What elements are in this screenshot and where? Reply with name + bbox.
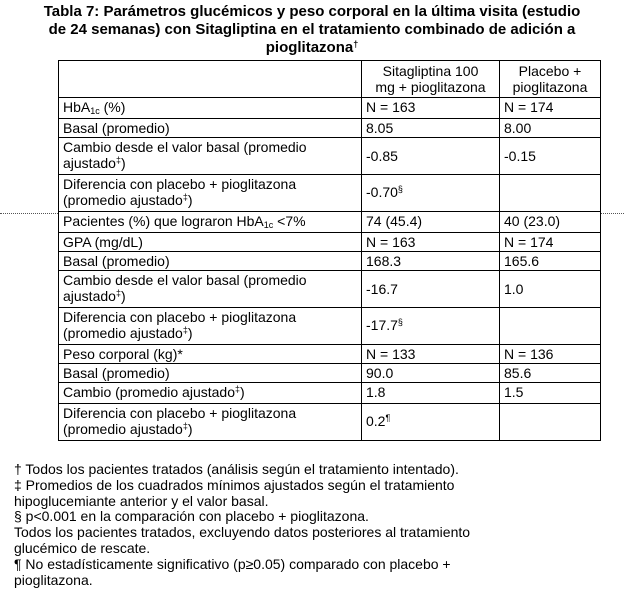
row-label-text: HbA bbox=[63, 99, 91, 115]
placebo-cell: N = 136 bbox=[500, 345, 601, 364]
footnote-pilcrow-line2: pioglitazona. bbox=[14, 571, 93, 588]
sitagliptina-cell: N = 163 bbox=[362, 233, 500, 252]
table-row bbox=[59, 364, 601, 383]
row-label: Basal (promedio) bbox=[59, 119, 362, 138]
title-line-1: Tabla 7: Parámetros glucémicos y peso corporal en la última visita (estudio bbox=[43, 3, 581, 20]
placebo-cell bbox=[500, 308, 601, 345]
title-line-3-text: pioglitazona bbox=[265, 39, 354, 56]
row-label-text: ) bbox=[187, 192, 193, 208]
row-label-text: (promedio ajustado bbox=[63, 325, 183, 341]
row-label: Basal (promedio) bbox=[59, 364, 362, 383]
footnote-mark: ¶ bbox=[385, 413, 391, 423]
row-label-line2 bbox=[63, 192, 357, 210]
table-row bbox=[59, 345, 601, 364]
row-label-text: Pacientes (%) que lograron HbA bbox=[63, 213, 264, 229]
row-label-text: ) bbox=[187, 325, 193, 341]
placebo-cell: 1.5 bbox=[500, 383, 601, 404]
table-row bbox=[59, 404, 601, 441]
cell-value: -17.7 bbox=[366, 317, 398, 333]
sitagliptina-cell: 8.05 bbox=[362, 119, 500, 138]
row-label-line1: Diferencia con placebo + pioglitazona bbox=[63, 176, 297, 192]
title-dagger-mark: † bbox=[353, 39, 359, 49]
sitagliptina-cell: 74 (45.4) bbox=[362, 212, 500, 233]
sitagliptina-cell: N = 163 bbox=[362, 98, 500, 119]
footnote-mark: ‡ bbox=[182, 192, 188, 202]
sitagliptina-cell: 90.0 bbox=[362, 364, 500, 383]
header-sitagliptina-line1: Sitagliptina 100 bbox=[382, 63, 479, 79]
table-row bbox=[59, 252, 601, 271]
row-label-subscript: 1c bbox=[90, 106, 100, 116]
footnote-asterisk-line2: glucémico de rescate. bbox=[14, 539, 151, 556]
footnote-mark: ‡ bbox=[182, 325, 188, 335]
title-line-3 bbox=[0, 39, 624, 58]
row-label-text: ) bbox=[120, 288, 126, 304]
row-label bbox=[59, 271, 362, 308]
placebo-cell: 85.6 bbox=[500, 364, 601, 383]
placebo-cell: -0.15 bbox=[500, 138, 601, 175]
row-label: Peso corporal (kg)* bbox=[59, 345, 362, 364]
table-row bbox=[59, 119, 601, 138]
placebo-cell: N = 174 bbox=[500, 233, 601, 252]
header-empty-cell bbox=[59, 61, 362, 98]
footnote-mark: § bbox=[397, 317, 403, 327]
sitagliptina-cell: -0.85 bbox=[362, 138, 500, 175]
table-row bbox=[59, 98, 601, 119]
row-label-text: (%) bbox=[99, 99, 126, 115]
placebo-cell: 40 (23.0) bbox=[500, 212, 601, 233]
sitagliptina-cell: N = 133 bbox=[362, 345, 500, 364]
table-row bbox=[59, 233, 601, 252]
sitagliptina-cell: 168.3 bbox=[362, 252, 500, 271]
header-placebo bbox=[500, 61, 601, 98]
table-title bbox=[0, 3, 624, 58]
row-label bbox=[59, 383, 362, 404]
row-label-text: (promedio ajustado bbox=[63, 192, 183, 208]
placebo-cell bbox=[500, 175, 601, 212]
header-sitagliptina-line2: mg + pioglitazona bbox=[375, 79, 486, 95]
header-placebo-line2: pioglitazona bbox=[512, 79, 588, 95]
row-label-line2 bbox=[63, 325, 357, 343]
row-label-text: ajustado bbox=[63, 288, 116, 304]
sitagliptina-cell bbox=[362, 404, 500, 441]
row-label bbox=[59, 308, 362, 345]
row-label-text: ) bbox=[187, 421, 193, 437]
placebo-cell: N = 174 bbox=[500, 98, 601, 119]
table-row bbox=[59, 138, 601, 175]
table-row bbox=[59, 383, 601, 404]
row-label-text: <7% bbox=[273, 213, 306, 229]
footnote-mark: ‡ bbox=[115, 155, 121, 165]
row-label-text: (promedio ajustado bbox=[63, 421, 183, 437]
placebo-cell: 1.0 bbox=[500, 271, 601, 308]
cell-value: 0.2 bbox=[366, 413, 386, 429]
row-label-line1: Diferencia con placebo + pioglitazona bbox=[63, 309, 297, 325]
row-label-line1: Diferencia con placebo + pioglitazona bbox=[63, 405, 297, 421]
sitagliptina-cell: 1.8 bbox=[362, 383, 500, 404]
row-label-text: ajustado bbox=[63, 155, 116, 171]
footnotes bbox=[14, 462, 614, 588]
footnote-ddagger-line1: ‡ Promedios de los cuadrados mínimos ajustados según el tratamiento bbox=[14, 476, 455, 493]
row-label-line1: Cambio desde el valor basal (promedio bbox=[63, 272, 307, 288]
header-placebo-line1: Placebo + bbox=[518, 63, 582, 79]
row-label-line2 bbox=[63, 288, 357, 306]
footnote-pilcrow-line1: ¶ No estadísticamente significativo (p≥0.05) comparado con placebo + bbox=[14, 555, 451, 572]
footnote-dagger: † Todos los pacientes tratados (análisis según el tratamiento intentado). bbox=[14, 461, 459, 477]
table-row bbox=[59, 308, 601, 345]
footnote-ddagger-line2: hipoglucemiante anterior y el valor basal. bbox=[14, 492, 269, 509]
row-label bbox=[59, 212, 362, 233]
row-label-text: Cambio (promedio ajustado bbox=[63, 384, 235, 400]
footnote-mark: ‡ bbox=[115, 288, 121, 298]
placebo-cell bbox=[500, 404, 601, 441]
sitagliptina-cell bbox=[362, 175, 500, 212]
header-sitagliptina bbox=[362, 61, 500, 98]
placebo-cell: 165.6 bbox=[500, 252, 601, 271]
title-line-2: de 24 semanas) con Sitagliptina en el tratamiento combinado de adición a bbox=[48, 21, 576, 38]
row-label-text: ) bbox=[240, 384, 245, 400]
footnote-section: § p<0.001 en la comparación con placebo + pioglitazona. bbox=[14, 508, 369, 525]
table-row bbox=[59, 175, 601, 212]
row-label-line1: Cambio desde el valor basal (promedio bbox=[63, 139, 307, 155]
row-label bbox=[59, 404, 362, 441]
sitagliptina-cell: -16.7 bbox=[362, 271, 500, 308]
row-label bbox=[59, 98, 362, 119]
cell-value: -0.70 bbox=[366, 184, 398, 200]
footnote-asterisk-line1: Todos los pacientes tratados, excluyendo datos posteriores al tratamiento bbox=[14, 524, 471, 541]
row-label-line2 bbox=[63, 155, 357, 173]
row-label: Basal (promedio) bbox=[59, 252, 362, 271]
row-label-text: ) bbox=[120, 155, 126, 171]
row-label-subscript: 1c bbox=[263, 220, 274, 230]
results-table bbox=[58, 60, 601, 441]
table-row bbox=[59, 212, 601, 233]
table-row bbox=[59, 271, 601, 308]
footnote-mark: ‡ bbox=[182, 421, 188, 431]
row-label-line2 bbox=[63, 421, 357, 439]
footnote-mark: ‡ bbox=[234, 384, 240, 394]
table-header-row bbox=[59, 61, 601, 98]
footnote-mark: § bbox=[397, 184, 403, 194]
row-label bbox=[59, 138, 362, 175]
row-label: GPA (mg/dL) bbox=[59, 233, 362, 252]
sitagliptina-cell bbox=[362, 308, 500, 345]
placebo-cell: 8.00 bbox=[500, 119, 601, 138]
row-label bbox=[59, 175, 362, 212]
